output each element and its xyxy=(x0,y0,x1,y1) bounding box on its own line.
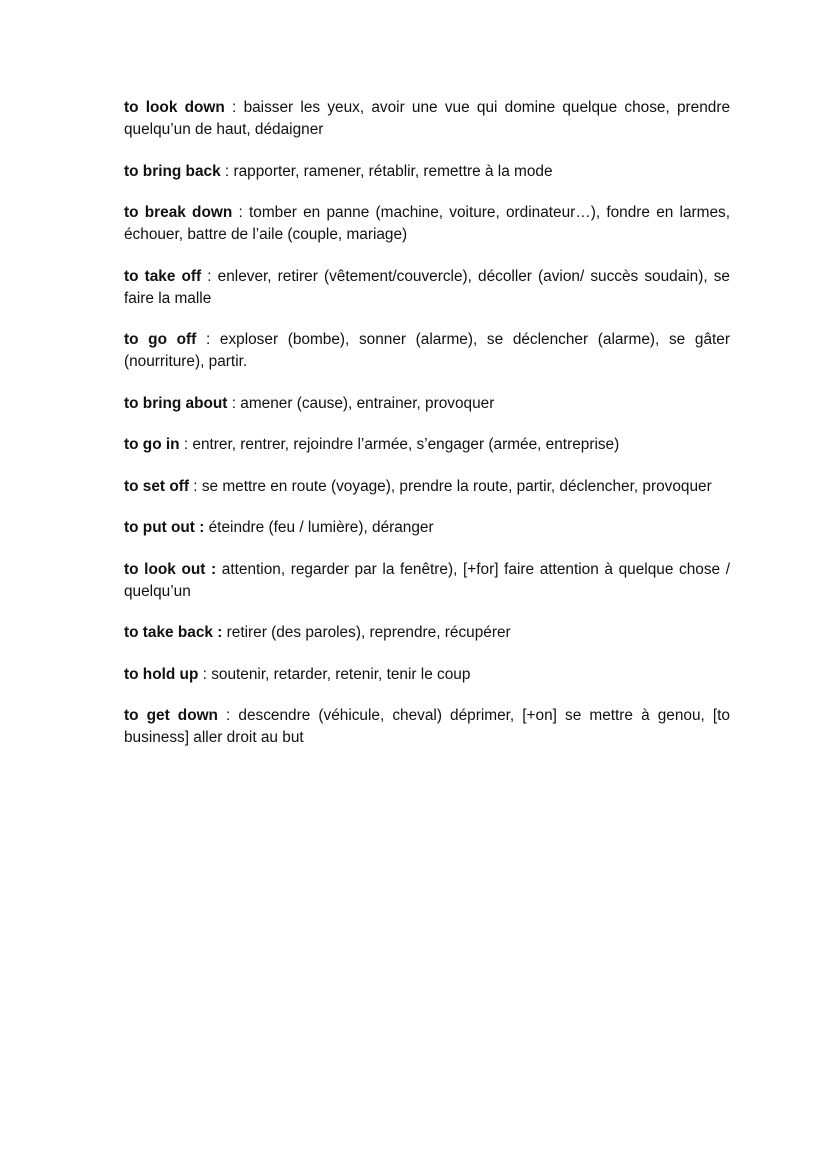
vocab-entry xyxy=(124,434,730,456)
definition-text: baisser les yeux, avoir une vue qui domine quelque chose, prendre quelqu’un de haut, dédaigner xyxy=(124,99,730,138)
definition-text: retirer (des paroles), reprendre, récupérer xyxy=(226,624,511,641)
definition-text: exploser (bombe), sonner (alarme), se déclencher (alarme), se gâter (nourriture), partir. xyxy=(124,331,730,370)
definition-text: amener (cause), entrainer, provoquer xyxy=(240,394,495,412)
phrasal-verb-term: to break down xyxy=(124,204,233,221)
phrasal-verb-term: to take off xyxy=(124,267,202,285)
separator: : xyxy=(198,665,212,683)
vocab-entry xyxy=(124,705,730,749)
phrasal-verb-term: to hold up xyxy=(124,665,199,683)
phrasal-verb-term: to look down xyxy=(124,99,225,116)
definition-text: tomber en panne (machine, voiture, ordinateur…), fondre en larmes, échouer, battre de l’aile (couple, mariage) xyxy=(124,204,730,243)
separator: : xyxy=(188,477,202,495)
definition-text: enlever, retirer (vêtement/couvercle), décoller (avion/ succès soudain), se faire la malle xyxy=(124,267,730,307)
phrasal-verb-term: to bring about xyxy=(124,394,228,412)
phrasal-verb-term: to bring back xyxy=(124,162,221,180)
vocab-entry xyxy=(124,161,730,183)
vocab-entry xyxy=(124,517,730,539)
vocab-entry xyxy=(124,476,730,498)
definition-text: attention, regarder par la fenêtre), [+for] faire attention à quelque chose / quelqu’un xyxy=(124,560,730,600)
separator: : xyxy=(220,162,234,180)
separator: : xyxy=(224,99,244,116)
vocab-entry xyxy=(124,97,730,141)
definition-text: entrer, rentrer, rejoindre l’armée, s’engager (armée, entreprise) xyxy=(192,436,620,453)
vocab-entry xyxy=(124,266,730,310)
definition-text: se mettre en route (voyage), prendre la route, partir, déclencher, provoquer xyxy=(201,477,712,495)
phrasal-verb-term: to go in xyxy=(124,436,180,453)
definition-text: éteindre (feu / lumière), déranger xyxy=(208,519,434,536)
separator: : xyxy=(227,394,241,412)
phrasal-verb-term: to get down xyxy=(124,707,218,724)
definition-text: descendre (véhicule, cheval) déprimer, [+on] se mettre à genou, [to business] aller droit au but xyxy=(124,707,730,746)
vocab-entry xyxy=(124,622,730,644)
phrasal-verb-term: to take back : xyxy=(124,624,223,641)
vocab-entry xyxy=(124,559,730,603)
vocab-entry xyxy=(124,202,730,246)
separator: : xyxy=(196,331,220,348)
separator: : xyxy=(217,707,239,724)
separator: : xyxy=(201,267,218,285)
separator: : xyxy=(179,436,193,453)
phrasal-verb-term: to set off xyxy=(124,477,189,495)
vocab-entry xyxy=(124,329,730,373)
definition-text: rapporter, ramener, rétablir, remettre à la mode xyxy=(233,162,553,180)
vocab-entry xyxy=(124,664,730,686)
phrasal-verb-term: to look out : xyxy=(124,560,217,578)
phrasal-verb-term: to go off xyxy=(124,331,197,348)
vocab-entry xyxy=(124,393,730,415)
separator: : xyxy=(232,204,249,221)
phrasal-verb-term: to put out : xyxy=(124,519,205,536)
definition-text: soutenir, retarder, retenir, tenir le coup xyxy=(211,665,471,683)
document-page xyxy=(124,97,730,769)
